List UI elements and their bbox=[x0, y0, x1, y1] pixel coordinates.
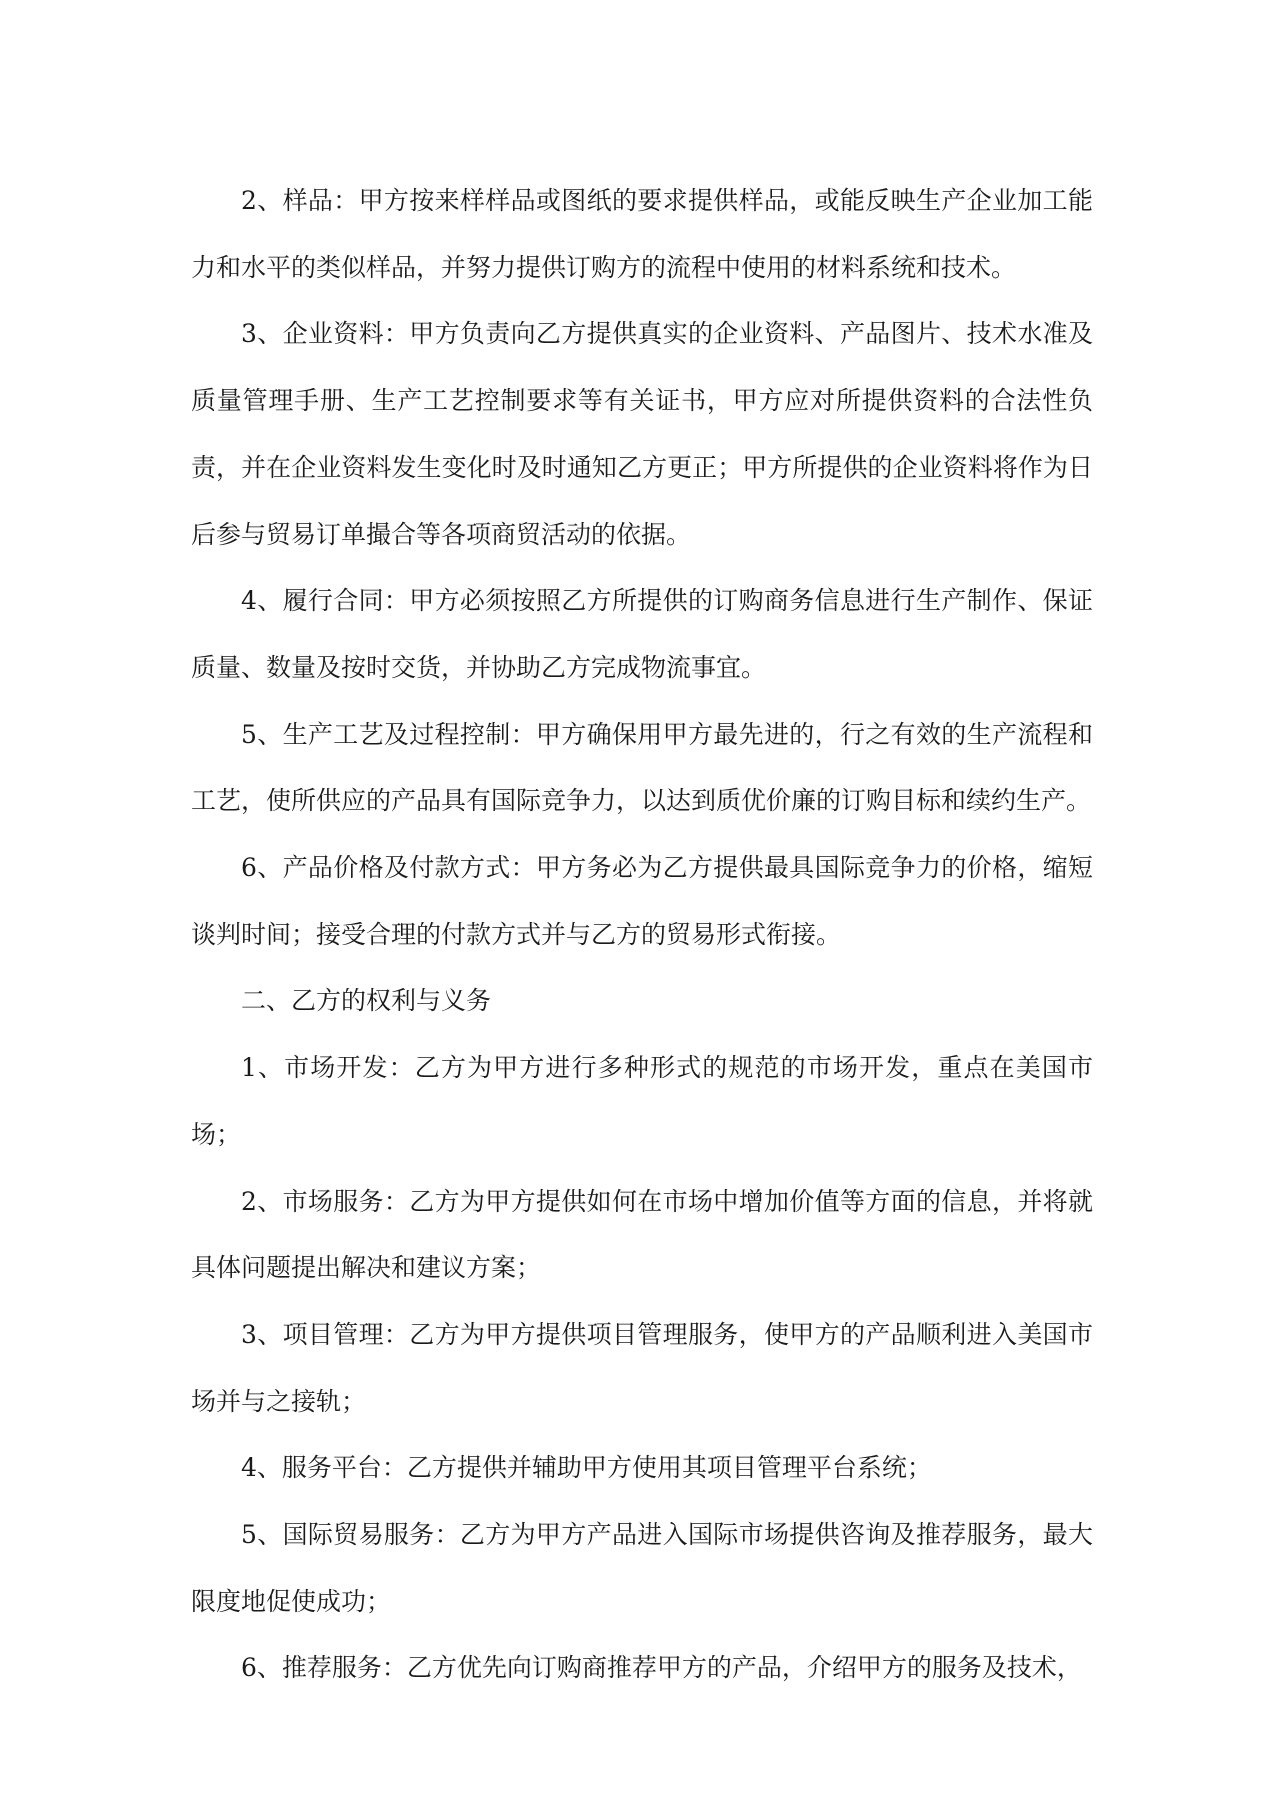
paragraph-company-info: 3、企业资料：甲方负责向乙方提供真实的企业资料、产品图片、技术水准及质量管理手册、生产工艺控制要求等有关证书，甲方应对所提供资料的合法性负责，并在企业资料发生变化时及时通知乙方更正；甲方所提供的企业资料将作为日后参与贸易订单撮合等各项商贸活动的依据。 bbox=[191, 319, 1093, 549]
paragraph-market-service: 2、市场服务：乙方为甲方提供如何在市场中增加价值等方面的信息，并将就具体问题提出解决和建议方案； bbox=[191, 1186, 1093, 1283]
paragraph-sample: 2、样品：甲方按来样样品或图纸的要求提供样品，或能反映生产企业加工能力和水平的类似样品，并努力提供订购方的流程中使用的材料系统和技术。 bbox=[191, 186, 1093, 282]
paragraph-international-trade: 5、国际贸易服务：乙方为甲方产品进入国际市场提供咨询及推荐服务，最大限度地促使成功； bbox=[191, 1520, 1093, 1616]
paragraph-market-development: 1、市场开发：乙方为甲方进行多种形式的规范的市场开发，重点在美国市场； bbox=[191, 1053, 1093, 1149]
paragraph-service-platform: 4、服务平台：乙方提供并辅助甲方使用其项目管理平台系统； bbox=[241, 1453, 932, 1483]
paragraph-contract-performance: 4、履行合同：甲方必须按照乙方所提供的订购商务信息进行生产制作、保证质量、数量及按时交货，并协助乙方完成物流事宜。 bbox=[191, 586, 1093, 682]
paragraph-project-management: 3、项目管理：乙方为甲方提供项目管理服务，使甲方的产品顺利进入美国市场并与之接轨； bbox=[191, 1319, 1093, 1416]
paragraph-price-payment: 6、产品价格及付款方式：甲方务必为乙方提供最具国际竞争力的价格，缩短谈判时间；接受合理的付款方式并与乙方的贸易形式衔接。 bbox=[191, 853, 1093, 949]
document-body bbox=[191, 168, 1093, 1702]
section-heading-party-b: 二、乙方的权利与义务 bbox=[241, 986, 492, 1016]
paragraph-recommendation: 6、推荐服务：乙方优先向订购商推荐甲方的产品，介绍甲方的服务及技术， bbox=[241, 1653, 1082, 1683]
paragraph-process-control: 5、生产工艺及过程控制：甲方确保用甲方最先进的，行之有效的生产流程和工艺，使所供应的产品具有国际竞争力，以达到质优价廉的订购目标和续约生产。 bbox=[191, 719, 1093, 816]
